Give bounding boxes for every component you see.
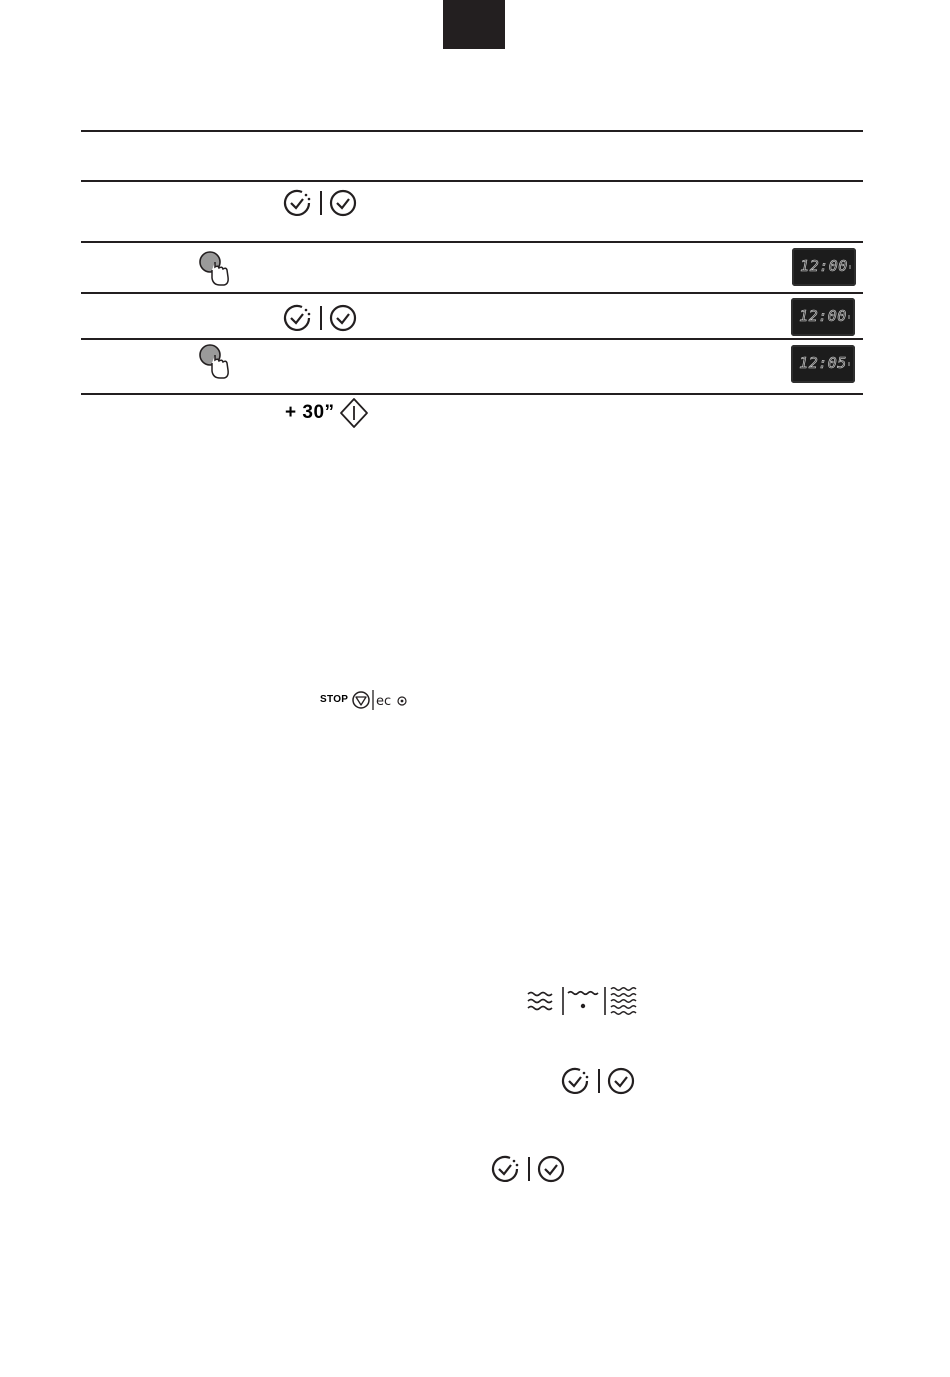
time-display-value: 12:00 [799,307,847,325]
table-rule [81,393,863,395]
clock-pair-icon [283,302,359,334]
start-diamond-icon [339,397,369,429]
dial-knob-icon [196,248,232,288]
table-rule [81,338,863,340]
table-rule [81,292,863,294]
clock-pair-icon [283,187,359,219]
dial-knob-icon [196,341,232,381]
time-display [791,298,855,336]
table-rule-top [81,130,863,132]
table-rule [81,180,863,182]
plus30-label: + 30” [285,402,335,423]
power-levels-icon [525,985,643,1017]
stop-label: STOP [320,694,349,705]
time-display-value: 12:00 [800,257,848,275]
time-display-value: 12:05 [799,354,847,372]
table-rule [81,241,863,243]
clock-pair-icon [561,1065,637,1097]
time-display [791,345,855,383]
clock-pair-icon [491,1153,567,1185]
stop-eco-icon [352,689,412,711]
time-display [792,248,856,286]
page-tab-marker [443,0,505,49]
eco-label: ec [376,694,392,709]
